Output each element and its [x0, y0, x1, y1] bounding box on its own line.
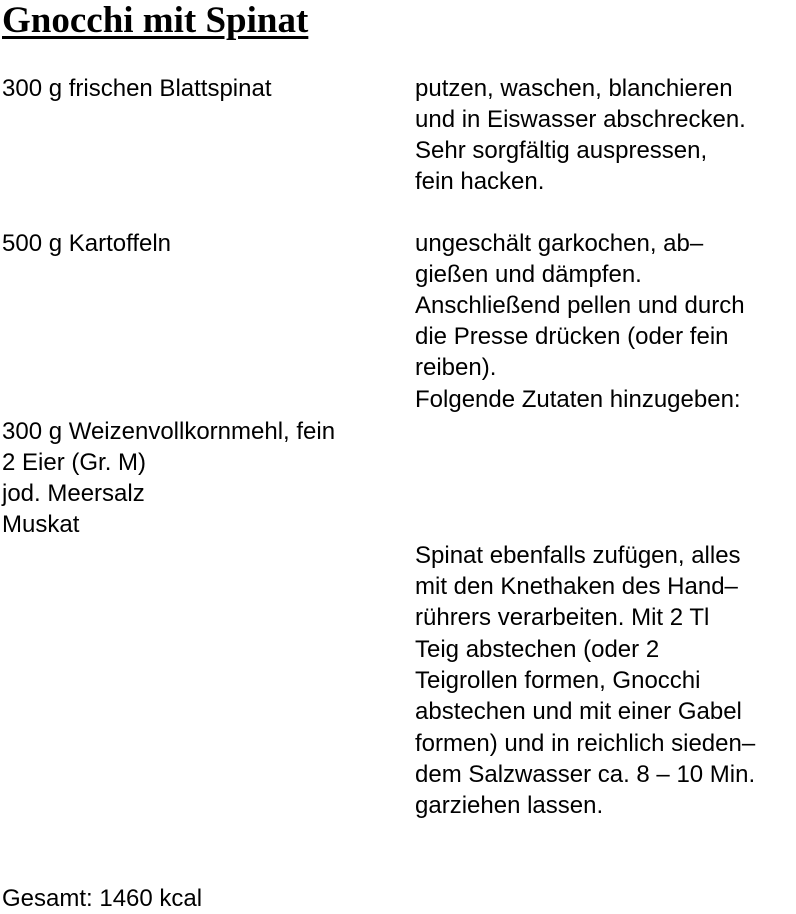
instruction-line: garziehen lassen. [415, 792, 604, 819]
instruction-line: fein hacken. [415, 168, 545, 195]
ingredient-salt: jod. Meersalz [2, 480, 145, 507]
instruction-line: Folgende Zutaten hinzugeben: [415, 386, 741, 413]
instruction-line: die Presse drücken (oder fein [415, 323, 729, 350]
recipe-title: Gnocchi mit Spinat [2, 0, 309, 41]
instruction-line: Anschließend pellen und durch [415, 292, 745, 319]
ingredient-spinach: 300 g frischen Blattspinat [2, 75, 272, 102]
ingredient-flour: 300 g Weizenvollkornmehl, fein [2, 418, 336, 445]
instruction-line: rührers verarbeiten. Mit 2 Tl [415, 604, 710, 631]
instruction-line: mit den Knethaken des Hand– [415, 573, 738, 600]
instruction-line: ungeschält garkochen, ab– [415, 230, 704, 257]
total-calories: Gesamt: 1460 kcal [2, 885, 203, 912]
instruction-line: Teig abstechen (oder 2 [415, 636, 660, 663]
instruction-line: Sehr sorgfältig auspressen, [415, 137, 708, 164]
ingredient-eggs: 2 Eier (Gr. M) [2, 449, 147, 476]
instruction-line: dem Salzwasser ca. 8 – 10 Min. [415, 761, 756, 788]
instruction-line: putzen, waschen, blanchieren [415, 75, 733, 102]
instruction-line: Teigrollen formen, Gnocchi [415, 667, 701, 694]
instruction-line: reiben). [415, 354, 497, 381]
instruction-line: abstechen und mit einer Gabel [415, 698, 742, 725]
instruction-line: gießen und dämpfen. [415, 261, 642, 288]
ingredient-potatoes: 500 g Kartoffeln [2, 230, 172, 257]
instruction-line: formen) und in reichlich sieden– [415, 730, 756, 757]
instruction-line: Spinat ebenfalls zufügen, alles [415, 542, 741, 569]
ingredient-nutmeg: Muskat [2, 511, 80, 538]
instruction-line: und in Eiswasser abschrecken. [415, 106, 746, 133]
